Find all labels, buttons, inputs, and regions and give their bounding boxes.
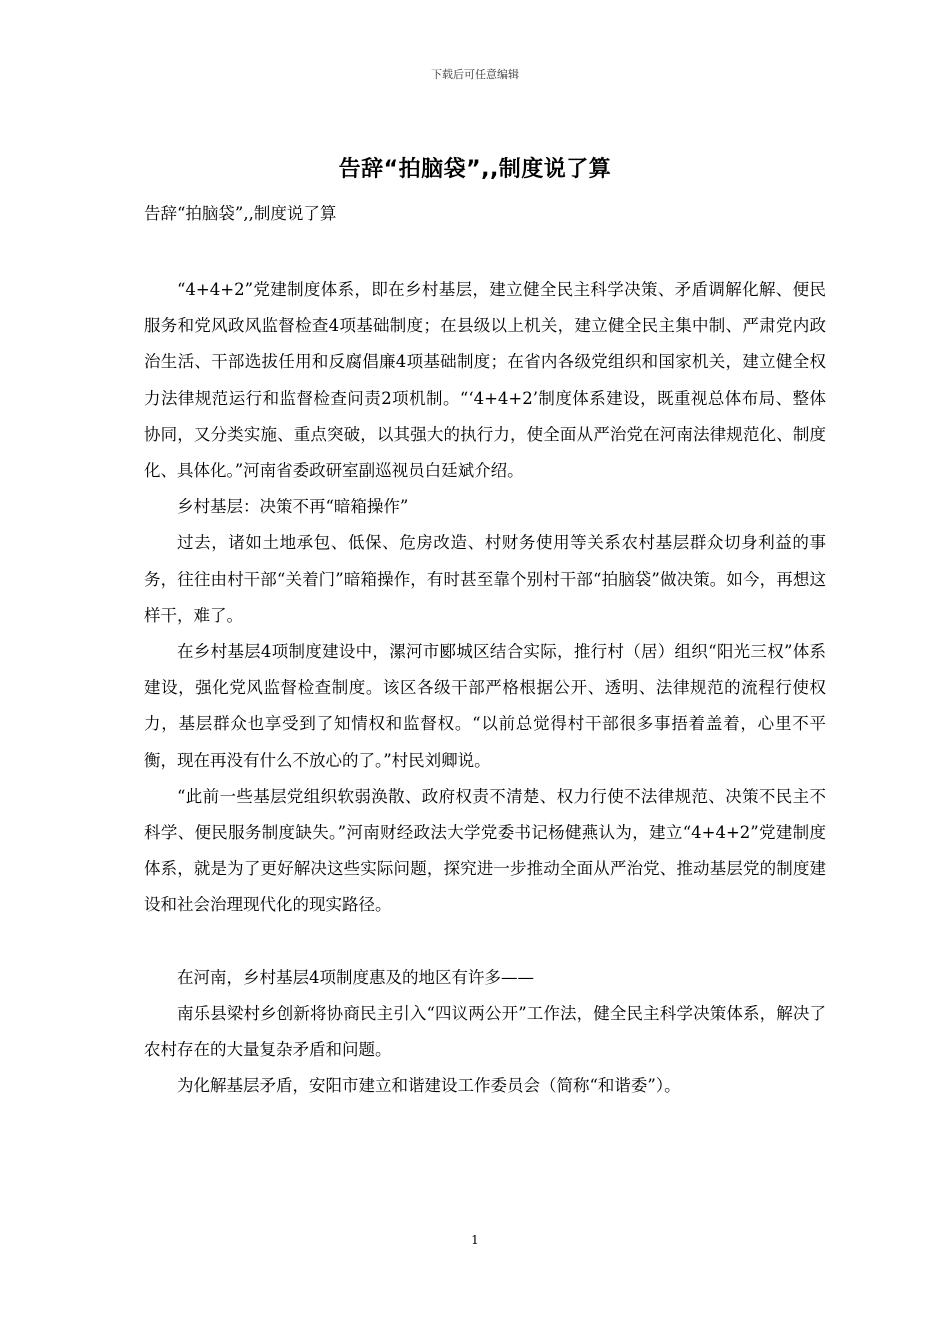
paragraph-anyang: 为化解基层矛盾，安阳市建立和谐建设工作委员会（简称“和谐委”）。 [177,1076,681,1096]
header-note: 下载后可任意编辑 [431,68,519,81]
page-number: 1 [471,1233,479,1247]
document-title: 告辞“拍脑袋”,,制度说了算 [338,157,612,182]
paragraph-past: 过去，诸如土地承包、低保、危房改造、村财务使用等关系农村基层群众切身利益的事务，往往由村干部“关着门”暗箱操作，有时甚至靠个别村干部“拍脑袋”做决策。如今，再想这样干，难了。 [144,533,826,625]
paragraph-henan-regions: 在河南，乡村基层4项制度惠及的地区有许多—— [177,967,534,987]
document-body [144,272,826,1104]
paragraph-nanle: 南乐县梁村乡创新将协商民主引入“四议两公开”工作法，健全民主科学决策体系，解决了农村存在的大量复杂矛盾和问题。 [144,1003,826,1060]
section-heading-rural: 乡村基层：决策不再“暗箱操作” [177,497,409,517]
paragraph-intro: “4+4+2”党建制度体系，即在乡村基层，建立健全民主科学决策、矛盾调解化解、便民服务和党风政风监督检查4项基础制度；在县级以上机关，建立健全民主集中制、严肃党内政治生活、干部选拔任用和反腐倡廉4项基础制度；在省内各级党组织和国家机关，建立健全权力法律规范运行和监督检查问责2项机制。“‘4+4+2’制度体系建设，既重视总体布局、整体协同，又分类实施、重点突破，以其强大的执行力，使全面从严治党在河南法律规范化、制度化、具体化。”河南省委政研室副巡视员白廷斌介绍。 [144,280,826,481]
paragraph-yancheng: 在乡村基层4项制度建设中，漯河市郾城区结合实际，推行村（居）组织“阳光三权”体系建设，强化党风监督检查制度。该区各级干部严格根据公开、透明、法律规范的流程行使权力，基层群众也享受到了知情权和监督权。“以前总觉得村干部很多事捂着盖着，心里不平衡，现在再没有什么不放心的了。”村民刘卿说。 [144,642,826,770]
paragraph-quote-yang: “此前一些基层党组织软弱涣散、政府权责不清楚、权力行使不法律规范、决策不民主不科学、便民服务制度缺失。”河南财经政法大学党委书记杨健燕认为，建立“4+4+2”党建制度体系，就是为了更好解决这些实际问题，探究进一步推动全面从严治党、推动基层党的制度建设和社会治理现代化的现实路径。 [144,786,826,915]
document-subtitle: 告辞“拍脑袋”,,制度说了算 [144,204,337,223]
